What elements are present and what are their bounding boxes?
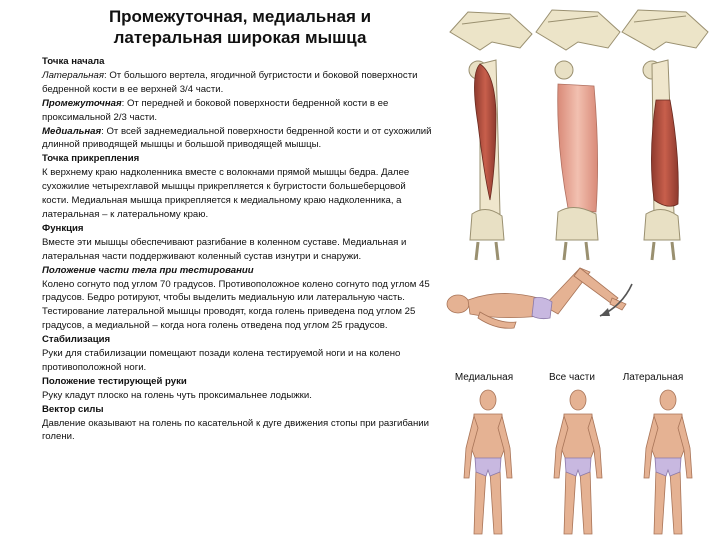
medial-vastus-muscle <box>651 100 678 206</box>
intermediate-label: Промежуточная <box>42 97 122 109</box>
torso <box>468 293 540 317</box>
femur-intermediate <box>536 10 620 260</box>
function-heading: Функция <box>42 222 84 234</box>
function-text: Вместе эти мышцы обеспечивают разгибание в коленном суставе. Медиальная и латеральная части поддерживают коленный сустав изнутри и снаружи. <box>42 236 407 262</box>
caption-lateral: Латеральная <box>622 372 684 383</box>
force-heading: Вектор силы <box>42 403 104 415</box>
title-line-2: латеральная широкая мышца <box>113 28 367 47</box>
insertion-text: К верхнему краю надколенника вместе с волокнами прямой мышцы бедра. Далее сухожилие четырехглавой мышцы прикрепляется к бугристости большеберцовой кости. Медиальная мышца прикрепляется к медиальному краю надколенника, а латеральная – к латеральному краю. <box>42 167 410 220</box>
standing-figure-lateral <box>644 390 692 534</box>
origin-lateral <box>42 69 434 97</box>
hand-heading: Положение тестирующей руки <box>42 375 187 387</box>
hand-text: Руку кладут плоско на голень чуть проксимальнее лодыжки. <box>42 389 312 401</box>
stabilization-heading: Стабилизация <box>42 334 111 346</box>
intermediate-vastus-muscle <box>558 84 598 212</box>
lateral-text: : От большого вертела, ягодичной бугристости и боковой поверхности бедренной кости в ее верхней 3/4 части. <box>42 69 418 95</box>
femur-medial <box>622 10 708 260</box>
medial-text: : От всей заднемедиальной поверхности бедренной кости и от сухожилий длинной приводящей мышцы и большой приводящей мышцы. <box>42 125 432 151</box>
insertion-heading: Точка прикрепления <box>42 153 140 165</box>
stabilization-text: Руки для стабилизации помещают позади колена тестируемой ноги и на колено противоположной ноги. <box>42 348 401 373</box>
title-line-1: Промежуточная, медиальная и <box>108 7 372 26</box>
position-heading: Положение части тела при тестировании <box>42 264 254 276</box>
description-text <box>42 55 434 444</box>
origin-medial <box>42 125 434 153</box>
head <box>447 295 469 313</box>
standing-figures <box>444 386 720 540</box>
origin-intermediate <box>42 97 434 125</box>
caption-all-parts: Все части <box>549 372 595 383</box>
standing-figure-all-parts <box>554 390 602 534</box>
intermediate-text: : От передней и боковой поверхности бедренной кости в ее проксимальной 2/3 части. <box>42 97 389 123</box>
femur-illustrations <box>440 4 720 262</box>
page-title <box>60 6 420 48</box>
force-text: Давление оказывают на голень по касательной к дуге движения стопы при разгибании голени. <box>42 417 430 443</box>
standing-figure-medial <box>464 390 512 534</box>
arrow-head-icon <box>600 308 610 316</box>
shorts <box>532 298 552 319</box>
femur-lateral <box>450 12 532 260</box>
medial-label: Медиальная <box>42 125 102 137</box>
lateral-label: Латеральная <box>42 69 104 81</box>
supine-test-figure <box>440 258 640 338</box>
origin-heading: Точка начала <box>42 56 105 67</box>
caption-medial: Медиальная <box>454 372 514 383</box>
position-text: Колено согнуто под углом 70 градусов. Противоположное колено согнуто под углом 45 градусов. Бедро ротируют, чтобы выделить медиальную или латеральную часть. Тестирование латеральной мышцы проводят, когда голень приведена под углом 25 градусов, а медиальной – когда нога голень отведена под углом 25 градусов. <box>42 278 430 332</box>
